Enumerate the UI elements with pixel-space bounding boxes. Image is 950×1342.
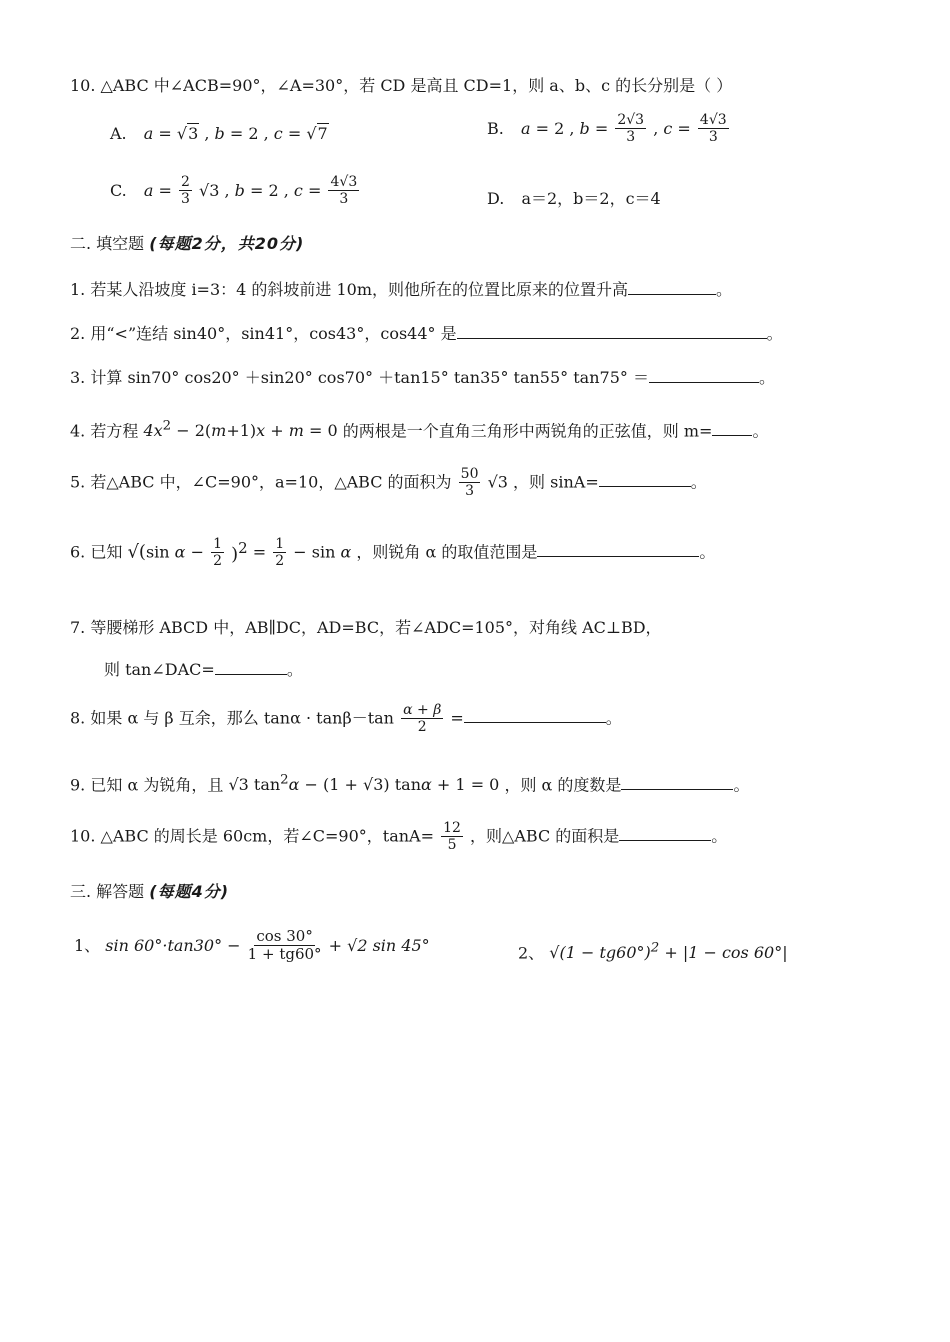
section-3-heading <box>70 884 229 900</box>
fill-question-2: 2. 用“<”连结 sin40°，sin41°，cos43°，cos44° 是 。 <box>70 324 783 343</box>
problem-2: 2、 $√(1 - tg60^\circ)^2 + |1 - \cos 60^\circ|$ <box>518 941 788 963</box>
section-3-note: (每题4分) <box>149 882 230 901</box>
option-c-label: C. <box>110 181 127 201</box>
fill-question-1: 1. 若某人沿坡度 i=3：4 的斜坡前进 10m，则他所在的位置比原来的位置升高 。 <box>70 280 733 299</box>
fill-question-3: 3. 计算 sin70° cos20° ＋sin20° cos70° ＋tan15° tan35° tan55° tan75° ＝ 。 <box>70 368 775 387</box>
option-c: C. a = $\frac{2}{3}$ √3 , b = 2 , c = $\frac{4√3}{3}$ <box>110 174 358 208</box>
problem-2-label: 2、 <box>518 943 545 963</box>
fill-question-9: 9. 已知 α 为锐角，且 √3 $\tan^2\alpha - (1 + √3) \tan\alpha + 1 = 0$ ，则 α 的度数是 。 <box>70 773 750 795</box>
fill-question-6: 6. 已知 √(sin α − $\frac{1}{2}$ )$^2$ = $\frac{1}{2}$ − sin α ，则锐角 α 的取值范围是 。 <box>70 536 716 570</box>
option-a: A. a = √3 , b = 2 , c = √7 <box>110 124 328 143</box>
fill-question-10: 10. △ABC 的周长是 60cm，若∠C=90°，tanA= $\frac{12}{5}$ ，则△ABC 的面积是 。 <box>70 820 728 854</box>
mc-question-10: 10. △ABC 中∠ACB=90°，∠A=30°，若 CD 是高且 CD=1，则 a、b、c 的长分别是（ ） <box>70 76 733 95</box>
fill-question-7-line2: 则 tan∠DAC= 。 <box>104 660 303 679</box>
section-2-heading <box>70 236 304 252</box>
problem-1-label: 1、 <box>74 935 101 955</box>
section-2-note: (每题2分，共20分) <box>149 234 305 253</box>
option-a-label: A. <box>110 124 127 143</box>
section-3-title: 三. 解答题 <box>70 882 145 901</box>
option-b: B. a = 2 , b = $\frac{2√3}{3}$ , c = $\frac{4√3}{3}$ <box>487 112 727 146</box>
fill-question-7: 7. 等腰梯形 ABCD 中，AB∥DC，AD=BC，若∠ADC=105°，对角线 AC⊥BD， <box>70 618 662 637</box>
section-2-title: 二. 填空题 <box>70 234 145 253</box>
option-d-label: D. <box>487 189 505 208</box>
option-d-text: a＝2，b＝2，c＝4 <box>521 189 661 208</box>
fill-question-4: 4. 若方程 $4x^2 - 2(m+1)x + m = 0$ 的两根是一个直角三角形中两锐角的正弦值，则 m= 。 <box>70 419 769 441</box>
fill-question-8: 8. 如果 α 与 β 互余，那么 tanα · tanβ－tan $\frac{\alpha + \beta}{2}$ = 。 <box>70 702 622 736</box>
fill-question-5: 5. 若△ABC 中，∠C=90°，a=10，△ABC 的面积为 $\frac{50}{3}$ √3 ，则 sinA= 。 <box>70 466 707 500</box>
problem-1: 1、 sin 60°·tan30° − $\frac{\cos 30^\circ}{1 + tg60^\circ}$ + √2 sin 45° <box>74 927 430 964</box>
option-d <box>487 186 661 209</box>
option-b-label: B. <box>487 119 504 139</box>
